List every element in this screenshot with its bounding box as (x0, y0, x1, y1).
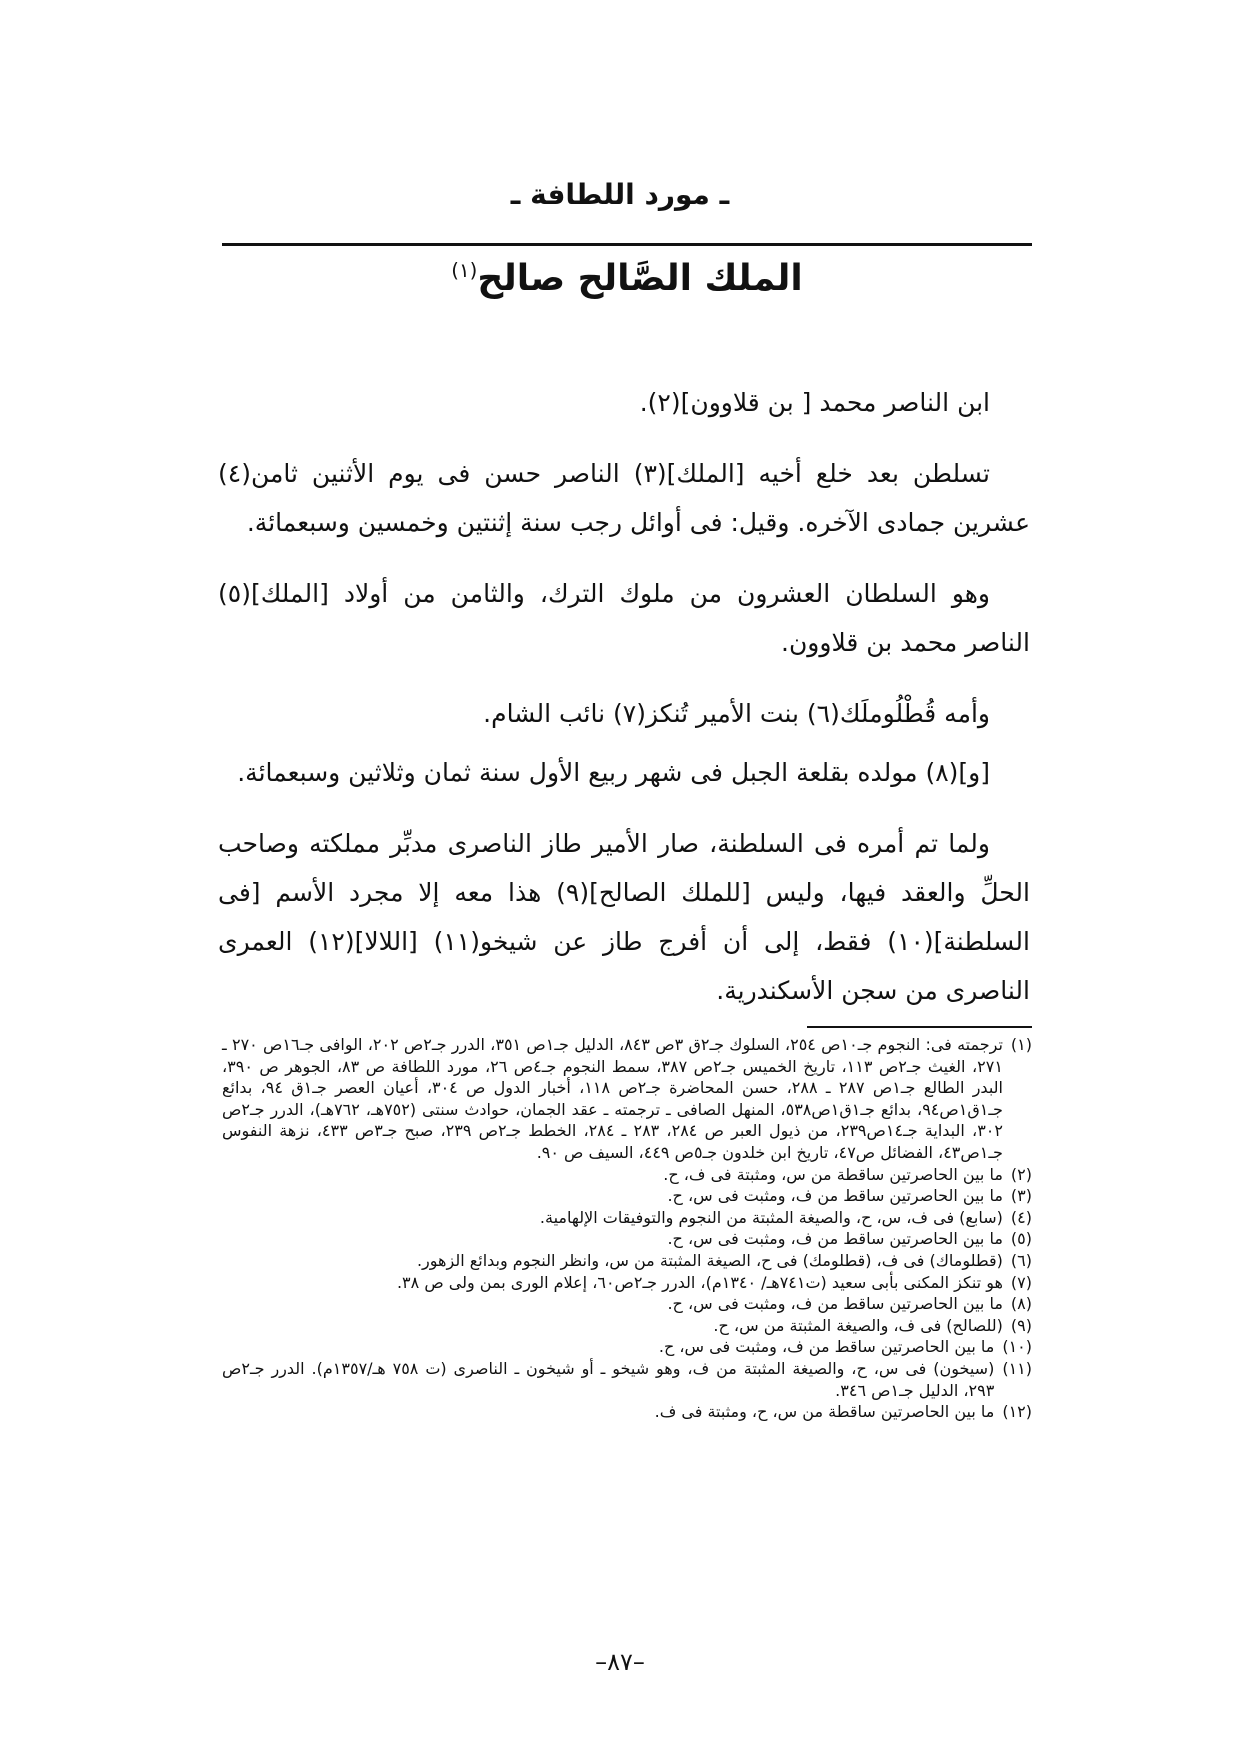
footnote-number: (٧) (1010, 1272, 1032, 1292)
footnote-text: (قطلوماك) فى ف، (قطلومك) فى ح، الصيغة المثبتة من س، وانظر النجوم وبدائع الزهور. (416, 1250, 1003, 1270)
footnote (222, 1358, 1032, 1401)
footnote-text: ما بين الحاصرتين ساقطة من س، ومثبتة فى ف، ح. (663, 1164, 1003, 1184)
footnote-number: (٩) (1010, 1315, 1032, 1335)
footnote-rule (807, 1026, 1032, 1028)
footnote-number: (١١) (1002, 1358, 1032, 1378)
paragraph-reign: ولما تم أمره فى السلطنة، صار الأمير طاز الناصرى مدبِّر مملكته وصاحب الحلِّ والعقد فيها، وليس [للملك الصالح](٩) هذا معه إلا مجرد الأسم [فى السلطنة](١٠) فقط، إلى أن أفرج طاز عن شيخو(١١) [اللالا](١٢) العمرى الناصرى من سجن الأسكندرية. (218, 829, 1030, 1005)
footnote-text: هو تنكز المكنى بأبى سعيد (ت٧٤١هـ/ ١٣٤٠م)، الدرر جـ٢ص٦٠، إعلام الورى بمن ولى ص ٣٨. (396, 1272, 1003, 1292)
footnote (222, 1164, 1032, 1186)
footnote-text: ما بين الحاصرتين ساقطة من س، ح، ومثبتة فى ف. (654, 1402, 995, 1422)
footnote-number: (٢) (1010, 1164, 1032, 1184)
chapter-note-ref: (١) (451, 259, 478, 282)
header-rule (222, 243, 1032, 246)
footnote (222, 1034, 1032, 1164)
footnote-number: (١٠) (1002, 1337, 1032, 1357)
paragraph-accession: تسلطن بعد خلع أخيه [الملك](٣) الناصر حسن فى يوم الأثنين ثامن(٤) عشرين جمادى الآخره. وقيل: فى أوائل رجب سنة إثنتين وخمسين وسبعمائة. (218, 459, 1030, 537)
footnote (222, 1272, 1032, 1294)
paragraph-rank: وهو السلطان العشرون من ملوك الترك، والثامن من أولاد [الملك](٥) الناصر محمد بن قلاوون. (218, 579, 1030, 657)
footnote-number: (٨) (1010, 1294, 1032, 1314)
footnotes (222, 1034, 1032, 1423)
footnote-number: (١٢) (1002, 1402, 1032, 1422)
footnote-number: (٦) (1010, 1250, 1032, 1270)
footnote (222, 1250, 1032, 1272)
footnote-text: (سيخون) فى س، ح، والصيغة المثبتة من ف، وهو شيخو ـ أو شيخون ـ الناصرى (ت ٧٥٨ هـ/١٣٥٧م). الدرر جـ٢ص ٢٩٣، الدليل جـ١ص ٣٤٦. (222, 1358, 995, 1400)
footnote (222, 1228, 1032, 1250)
footnote (222, 1401, 1032, 1423)
footnote-text: ما بين الحاصرتين ساقط من ف، ومثبت فى س، ح. (667, 1294, 1003, 1314)
footnote (222, 1185, 1032, 1207)
paragraph-lineage: ابن الناصر محمد [ بن قلاوون](٢). (639, 388, 990, 417)
running-head: ـ مورد اللطافة ـ (510, 178, 730, 211)
footnote (222, 1315, 1032, 1337)
footnote (222, 1293, 1032, 1315)
footnote-text: ما بين الحاصرتين ساقط من ف، ومثبت فى س، ح. (658, 1337, 995, 1357)
footnote-text: ترجمته فى: النجوم جـ١٠ص ٢٥٤، السلوك جـ٢ق ٣ص ٨٤٣، الدليل جـ١ص ٣٥١، الدرر جـ٢ص ٢٠٢، الوافى جـ١٦ص ٢٧٠ ـ ٢٧١، الغيث جـ٢ص ١١٣، تاريخ الخميس جـ٢ص ٣٨٧، سمط النجوم جـ٤ص ٢٦، مورد اللطافة ص ٨٣، الجوهر ص ٣٩٠، البدر الطالع جـ١ص ٢٨٧ ـ ٢٨٨، حسن المحاضرة جـ٢ص ١١٨، أخبار الدول ص ٣٠٤، أعيان العصر جـ١ق ٩٤، بدائع جـ١ق١ص٩٤، بدائع جـ١ق١ص٥٣٨، المنهل الصافى ـ ترجمته ـ عقد الجمان، حوادث سنتى (٧٥٢هـ، ٧٦٢هـ)، الدرر جـ٢ص ٣٠٢، البداية جـ١٤ص٢٣٩، من ذيول العبر ص ٢٨٤، ٢٨٣ ـ ٢٨٤، الخطط جـ٢ص ٢٣٩، صبح جـ٣ص ٤٣٣، نزهة النفوس جـ١ص٤٣، الفضائل ص٤٧، تاريخ ابن خلدون جـ٥ص ٤٤٩، السيف ص ٩٠. (222, 1035, 1003, 1162)
paragraph-birth: [و](٨) مولده بقلعة الجبل فى شهر ربيع الأول سنة ثمان وثلاثين وسبعمائة. (237, 758, 990, 787)
footnote-text: ما بين الحاصرتين ساقط من ف، ومثبت فى س، ح. (667, 1186, 1003, 1206)
footnote-number: (١) (1010, 1035, 1032, 1054)
footnote-number: (٣) (1010, 1186, 1032, 1206)
footnote-number: (٤) (1010, 1207, 1032, 1227)
body-text (218, 378, 1030, 1037)
paragraph-mother: وأمه قُطْلُوملَك(٦) بنت الأمير تُنكز(٧) نائب الشام. (483, 699, 990, 728)
footnote-text: (سابع) فى ف، س، ح، والصيغة المثبتة من النجوم والتوفيقات الإلهامية. (539, 1207, 1003, 1227)
footnote (222, 1207, 1032, 1229)
page-number: –٨٧– (595, 1648, 645, 1676)
chapter-title (222, 258, 1032, 299)
chapter-title-text: الملك الصَّالح صالح (477, 258, 803, 299)
footnote-text: ما بين الحاصرتين ساقط من ف، ومثبت فى س، ح. (667, 1229, 1003, 1249)
footnote-number: (٥) (1010, 1229, 1032, 1249)
footnote (222, 1336, 1032, 1358)
footnote-text: (للصالح) فى ف، والصيغة المثبتة من س، ح. (713, 1315, 1003, 1335)
